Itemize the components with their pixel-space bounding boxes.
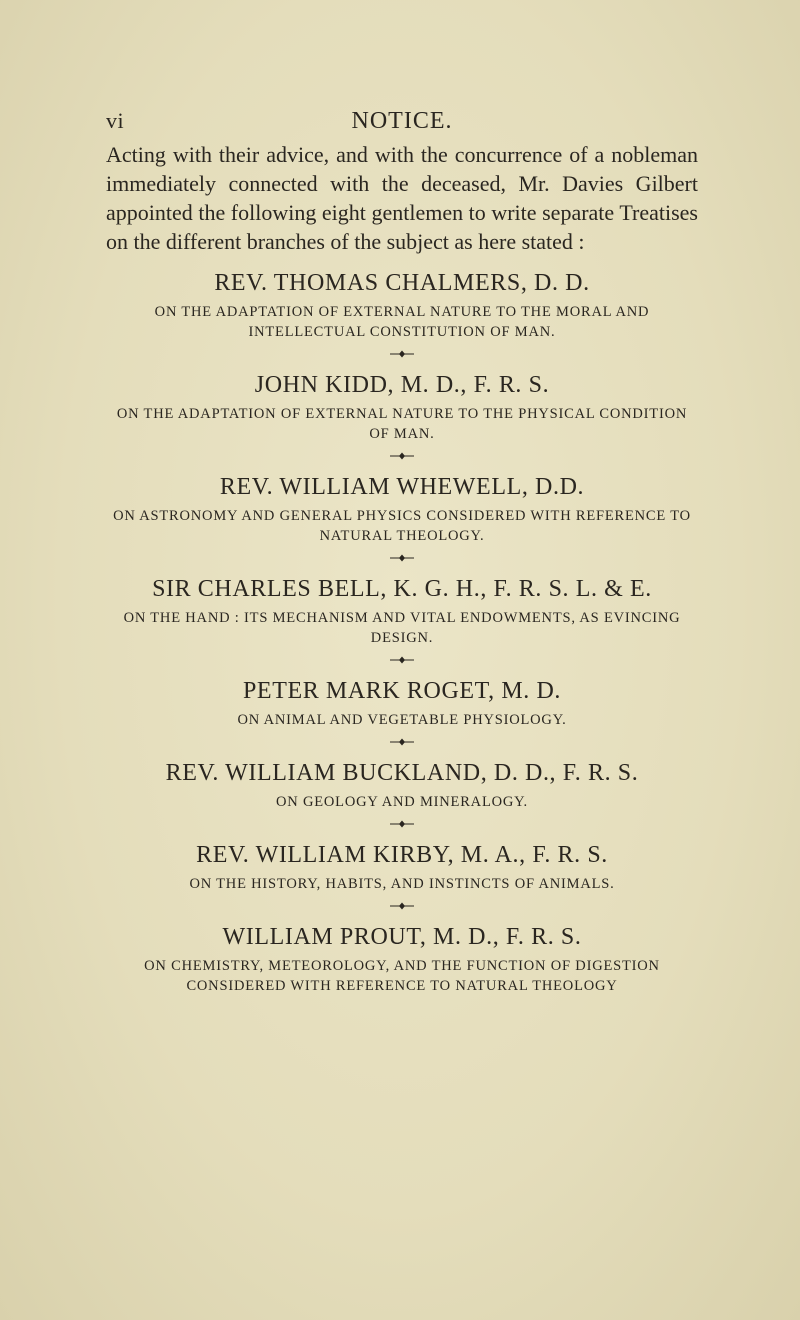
treatise-subject: ON THE ADAPTATION OF EXTERNAL NATURE TO THE MORAL AND INTELLECTUAL CONSTITUTION OF MAN. (154, 304, 650, 340)
page-number: vi (106, 108, 125, 133)
divider-ornament-icon (106, 546, 698, 574)
treatise-entry-roget (106, 676, 698, 730)
treatise-entry-kidd (106, 370, 698, 444)
author-name: REV. WILLIAM KIRBY, M. A., F. R. S. (196, 842, 608, 868)
treatise-list (106, 268, 698, 996)
divider-ornament-icon (106, 812, 698, 840)
treatise-entry-chalmers (106, 268, 698, 342)
treatise-subject: ON GEOLOGY AND MINERALOGY. (276, 794, 528, 810)
author-name: REV. WILLIAM BUCKLAND, D. D., F. R. S. (165, 760, 639, 786)
author-name: WILLIAM PROUT, M. D., F. R. S. (222, 924, 582, 950)
treatise-subject: ON ANIMAL AND VEGETABLE PHYSIOLOGY. (237, 712, 567, 728)
treatise-subject: ON THE HISTORY, HABITS, AND INSTINCTS OF ANIMALS. (189, 876, 615, 892)
divider-ornament-icon (106, 342, 698, 370)
running-title: NOTICE. (351, 108, 453, 134)
treatise-subject: ON THE HAND : ITS MECHANISM AND VITAL ENDOWMENTS, AS EVINCING DESIGN. (123, 610, 681, 646)
author-name: JOHN KIDD, M. D., F. R. S. (254, 372, 550, 398)
author-name: SIR CHARLES BELL, K. G. H., F. R. S. L. & E. (152, 576, 652, 602)
author-name: PETER MARK ROGET, M. D. (242, 678, 562, 704)
author-name: REV. THOMAS CHALMERS, D. D. (214, 270, 590, 296)
treatise-subject: ON THE ADAPTATION OF EXTERNAL NATURE TO THE PHYSICAL CONDITION OF MAN. (116, 406, 688, 442)
page-header (106, 108, 698, 138)
treatise-entry-prout (106, 922, 698, 996)
treatise-entry-kirby (106, 840, 698, 894)
treatise-entry-bell (106, 574, 698, 648)
divider-ornament-icon (106, 444, 698, 472)
treatise-entry-whewell (106, 472, 698, 546)
divider-ornament-icon (106, 730, 698, 758)
treatise-subject: ON CHEMISTRY, METEOROLOGY, AND THE FUNCTION OF DIGESTION CONSIDERED WITH REFERENCE TO NATURAL THEOLOGY (144, 958, 660, 994)
treatise-entry-buckland (106, 758, 698, 812)
author-name: REV. WILLIAM WHEWELL, D.D. (219, 474, 585, 500)
intro-paragraph: Acting with their advice, and with the concurrence of a nobleman immediately connected with the deceased, Mr. Davies Gilbert appointed the following eight gentlemen to write separate Treatises on the different branches of the subject as here stated : (106, 142, 698, 254)
divider-ornament-icon (106, 894, 698, 922)
divider-ornament-icon (106, 648, 698, 676)
treatise-subject: ON ASTRONOMY AND GENERAL PHYSICS CONSIDERED WITH REFERENCE TO NATURAL THEOLOGY. (113, 508, 691, 544)
